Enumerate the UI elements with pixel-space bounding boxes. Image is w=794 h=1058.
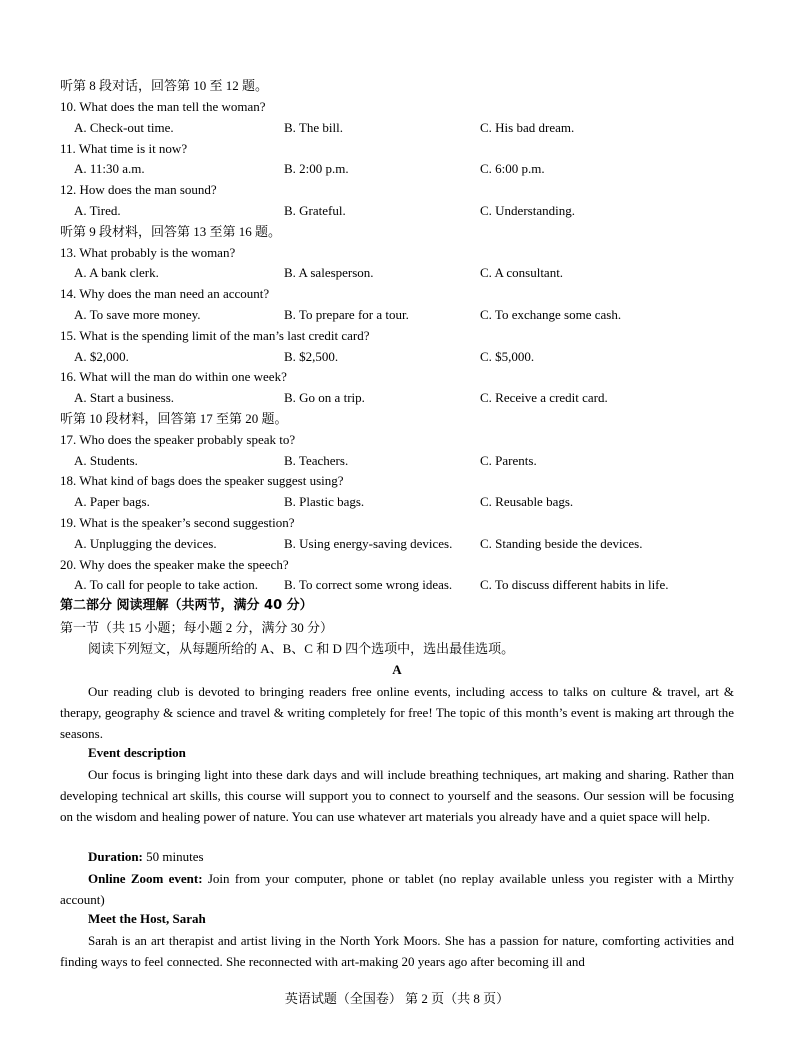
- option-c: C. To exchange some cash.: [480, 307, 622, 322]
- option-c: C. To discuss different habits in life.: [480, 577, 669, 593]
- option-c: C. Standing beside the devices.: [480, 535, 643, 551]
- option-c: C. Parents.: [480, 452, 537, 468]
- host-text: Sarah is an art therapist and artist living in the North York Moors. She has a passion for nature, comforting activities and finding ways to feel connected. She reconnected with art-making 20 years ago after becoming ill and: [60, 933, 734, 969]
- zoom-event-paragraph: [60, 868, 734, 910]
- option-a: A. Students.: [74, 452, 138, 468]
- section10-instruction: 听第 10 段材料，回答第 17 至第 20 题。: [60, 411, 288, 426]
- event-description-text: Our focus is bringing light into these dark days and will include breathing techniques, art making and sharing. Rather than developing technical art skills, this course will support you to connect to yourself and the seasons. Our session will be focusing on the wisdom and healing power of nature. You can use whatever art materials you already have and a quiet space will help.: [60, 767, 734, 824]
- option-a: A. A bank clerk.: [74, 265, 159, 281]
- duration-value: 50 minutes: [142, 849, 204, 864]
- option-b: B. To correct some wrong ideas.: [284, 577, 453, 593]
- option-b: B. A salesperson.: [284, 265, 374, 281]
- option-b: B. Using energy-saving devices.: [284, 535, 453, 551]
- option-b: B. The bill.: [284, 119, 343, 135]
- option-a: A. 11:30 a.m.: [74, 161, 145, 177]
- option-b: B. 2:00 p.m.: [284, 161, 349, 177]
- option-a: A. To call for people to take action.: [74, 577, 259, 593]
- question-text: 12. How does the man sound?: [60, 182, 217, 198]
- question-text: 14. Why does the man need an account?: [60, 286, 270, 302]
- section9-instruction: 听第 9 段材料，回答第 13 至第 16 题。: [60, 223, 282, 239]
- option-b: B. To prepare for a tour.: [284, 307, 409, 322]
- question-text: 16. What will the man do within one week?: [60, 369, 287, 385]
- option-c: C. A consultant.: [480, 265, 564, 281]
- zoom-text: Join from your computer, phone or tablet (no replay available unless you register with a Mirthy account): [60, 871, 734, 907]
- question-text: 18. What kind of bags does the speaker suggest using?: [60, 473, 344, 489]
- option-c: C. Reusable bags.: [480, 494, 574, 510]
- option-a: A. Tired.: [74, 203, 121, 218]
- option-c: C. Understanding.: [480, 203, 575, 218]
- event-description-heading: Event description: [88, 745, 186, 760]
- option-a: A. $2,000.: [74, 348, 129, 364]
- question-text: 10. What does the man tell the woman?: [60, 99, 266, 114]
- page-footer: 英语试题（全国卷） 第 2 页（共 8 页）: [284, 991, 510, 1006]
- duration-label: Duration:: [88, 849, 143, 864]
- option-a: A. To save more money.: [74, 307, 201, 322]
- option-b: B. Teachers.: [284, 452, 349, 468]
- option-c: C. 6:00 p.m.: [480, 161, 545, 177]
- option-a: A. Check-out time.: [74, 119, 174, 135]
- duration-line: [88, 848, 204, 866]
- option-c: C. $5,000.: [480, 348, 535, 364]
- host-heading: Meet the Host, Sarah: [88, 911, 206, 926]
- option-c: C. His bad dream.: [480, 119, 575, 135]
- reading-instruction: 阅读下列短文，从每题所给的 A、B、C 和 D 四个选项中，选出最佳选项。: [88, 641, 515, 656]
- question-text: 15. What is the spending limit of the man’s last credit card?: [60, 327, 370, 343]
- option-a: A. Start a business.: [74, 390, 175, 406]
- question-text: 13. What probably is the woman?: [60, 244, 236, 260]
- zoom-label: Online Zoom event:: [88, 871, 203, 886]
- question-text: 19. What is the speaker’s second suggestion?: [60, 515, 295, 530]
- option-b: B. $2,500.: [284, 348, 339, 364]
- passage-label: A: [392, 662, 402, 677]
- option-a: A. Unplugging the devices.: [74, 535, 217, 551]
- option-b: B. Go on a trip.: [284, 390, 365, 406]
- question-text: 11. What time is it now?: [60, 140, 188, 156]
- section1-title: 第一节（共 15 小题；每小题 2 分，满分 30 分）: [60, 620, 334, 635]
- option-a: A. Paper bags.: [74, 494, 150, 510]
- question-text: 17. Who does the speaker probably speak to?: [60, 431, 296, 447]
- passage-intro: Our reading club is devoted to bringing readers free online events, including access to talks on culture & travel, art & therapy, geography & science and travel & writing completely for free! The topic of this month’s event is making art through the seasons.: [60, 684, 734, 741]
- option-b: B. Plastic bags.: [284, 494, 365, 510]
- option-b: B. Grateful.: [284, 203, 346, 218]
- section8-instruction: 听第 8 段对话，回答第 10 至 12 题。: [60, 78, 269, 93]
- question-text: 20. Why does the speaker make the speech?: [60, 556, 289, 572]
- part2-title: 第二部分 阅读理解（共两节，满分 40 分）: [60, 598, 313, 613]
- option-c: C. Receive a credit card.: [480, 390, 608, 406]
